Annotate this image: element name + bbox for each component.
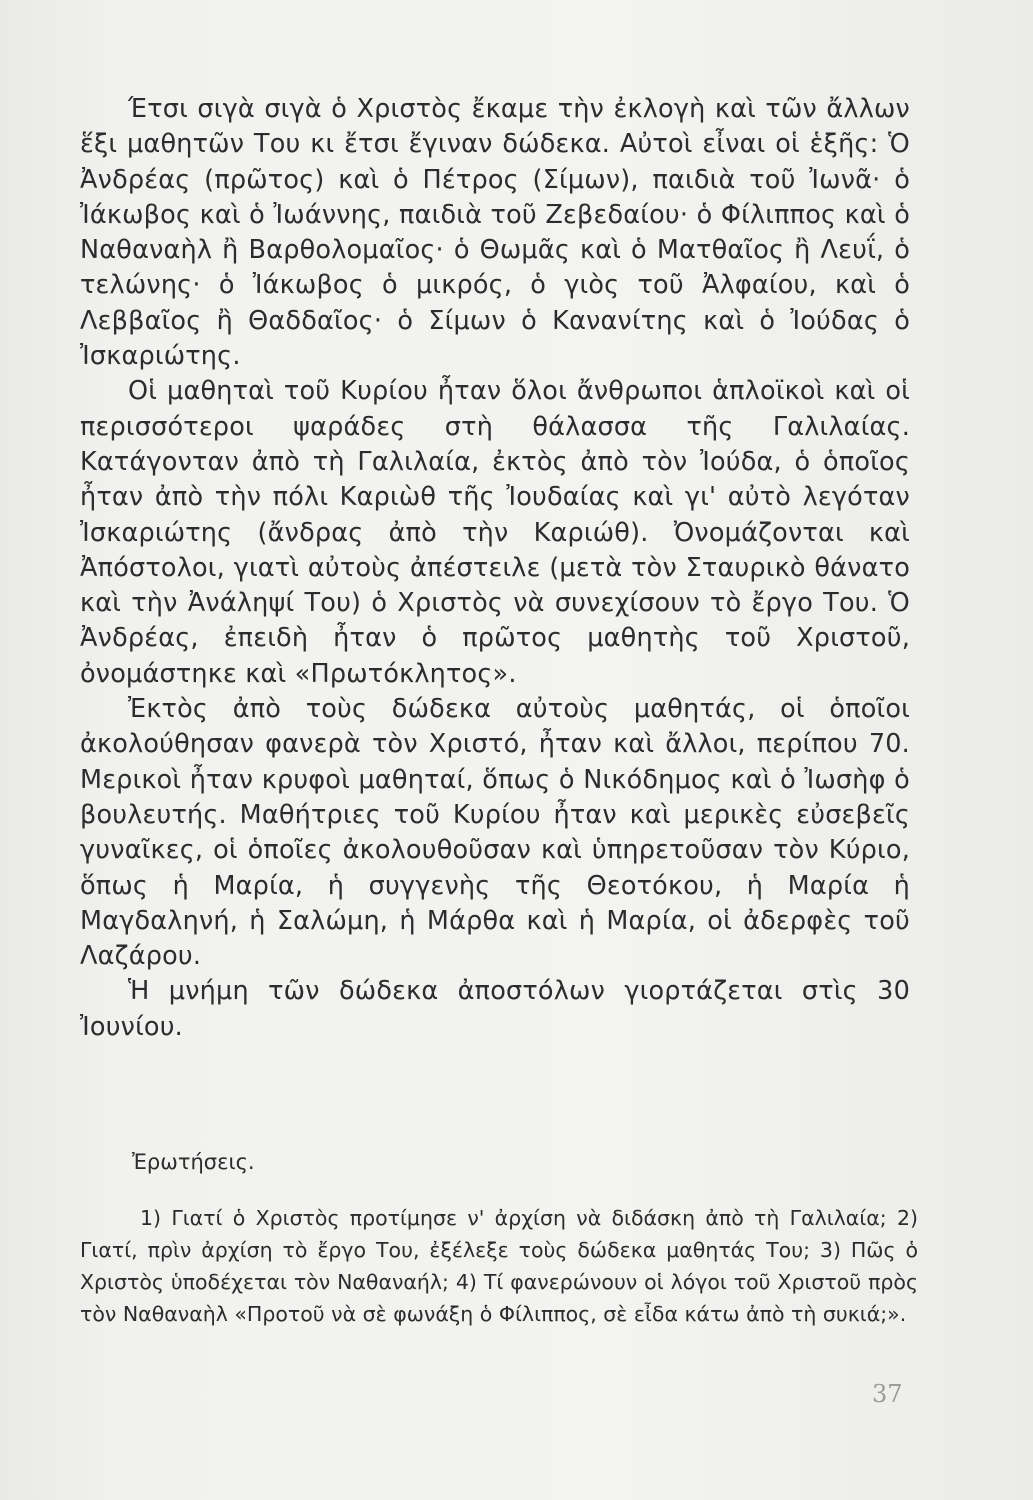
paragraph-apostles-list: Έτσι σιγὰ σιγὰ ὁ Χριστὸς ἔκαμε τὴν ἐκλογὴ καὶ τῶν ἄλλων ἕξι μαθητῶν Του κι ἔτσι ἔγιναν δώδεκα. Αὐτοὶ εἶναι οἱ ἑξῆς: Ὁ Ἀνδρέας (πρῶτος) καὶ ὁ Πέτρος (Σίμων), παιδιὰ τοῦ Ἰωνᾶ· ὁ Ἰάκωβος καὶ ὁ Ἰωάννης, παιδιὰ τοῦ Ζεβεδαίου· ὁ Φίλιππος καὶ ὁ Ναθαναὴλ ἢ Βαρθολομαῖος· ὁ Θωμᾶς καὶ ὁ Ματθαῖος ἢ Λευΐ, ὁ τελώνης· ὁ Ἰάκωβος ὁ μικρός, ὁ γιὸς τοῦ Ἀλφαίου, καὶ ὁ Λεββαῖος ἢ Θαδδαῖος· ὁ Σίμων ὁ Κανανίτης καὶ ὁ Ἰούδας ὁ Ἰσκαριώτης. bbox=[80, 94, 910, 372]
paragraph-disciples-origin: Οἱ μαθηταὶ τοῦ Κυρίου ἦταν ὅλοι ἄνθρωποι ἁπλοϊκοὶ καὶ οἱ περισσότεροι ψαράδες στὴ θάλασσα τῆς Γαλιλαίας. Κατάγονταν ἀπὸ τὴ Γαλιλαία, ἐκτὸς ἀπὸ τὸν Ἰούδα, ὁ ὁποῖος ἦταν ἀπὸ τὴν πόλι Καριὼθ τῆς Ἰουδαίας καὶ γι' αὐτὸ λεγόταν Ἰσκαριώτης (ἄνδρας ἀπὸ τὴν Καριώθ). Ὀνομάζονται καὶ Ἀπόστολοι, γιατὶ αὐτοὺς ἀπέστειλε (μετὰ τὸν Σταυρικὸ θάνατο καὶ τὴν Ἀνάληψί Του) ὁ Χριστὸς νὰ συνεχίσουν τὸ ἔργο Του. Ὁ Ἀνδρέας, ἐπειδὴ ἦταν ὁ πρῶτος μαθητὴς τοῦ Χριστοῦ, ὀνομάστηκε καὶ «Πρωτόκλητος». bbox=[80, 376, 910, 689]
questions-text: 1) Γιατί ὁ Χριστὸς προτίμησε ν' ἀρχίση νὰ διδάσκη ἀπὸ τὴ Γαλιλαία; 2) Γιατί, πρὶν ἀρχίση τὸ ἔργο Του, ἐξέλεξε τοὺς δώδεκα μαθητάς Του; 3) Πῶς ὁ Χριστὸς ὑποδέχεται τὸν Ναθαναήλ; 4) Τί φανερώνουν οἱ λόγοι τοῦ Χριστοῦ πρὸς τὸν Ναθαναὴλ «Προτοῦ νὰ σὲ φωνάξη ὁ Φίλιππος, σὲ εἶδα κάτω ἀπὸ τὴ συκιά;». bbox=[80, 1206, 918, 1326]
paragraph-feast-day: Ἡ μνήμη τῶν δώδεκα ἀποστόλων γιορτάζεται στὶς 30 Ἰουνίου. bbox=[80, 976, 910, 1042]
paragraph-other-disciples: Ἐκτὸς ἀπὸ τοὺς δώδεκα αὐτοὺς μαθητάς, οἱ ὁποῖοι ἀκολούθησαν φανερὰ τὸν Χριστό, ἦταν καὶ ἄλλοι, περίπου 70. Μερικοὶ ἦταν κρυφοὶ μαθηταί, ὅπως ὁ Νικόδημος καὶ ὁ Ἰωσὴφ ὁ βουλευτής. Μαθήτριες τοῦ Κυρίου ἦταν καὶ μερικὲς εὐσεβεῖς γυναῖκες, οἱ ὁποῖες ἀκολουθοῦσαν καὶ ὑπηρετοῦσαν τὸν Κύριο, ὅπως ἡ Μαρία, ἡ συγγενὴς τῆς Θεοτόκου, ἡ Μαρία ἡ Μαγδαληνή, ἡ Σαλώμη, ἡ Μάρθα καὶ ἡ Μαρία, οἱ ἀδερφὲς τοῦ Λαζάρου. bbox=[80, 694, 910, 972]
main-text bbox=[80, 92, 910, 1045]
page-number: 37 bbox=[872, 1380, 903, 1408]
questions-heading: Ἐρωτήσεις. bbox=[132, 1150, 255, 1174]
